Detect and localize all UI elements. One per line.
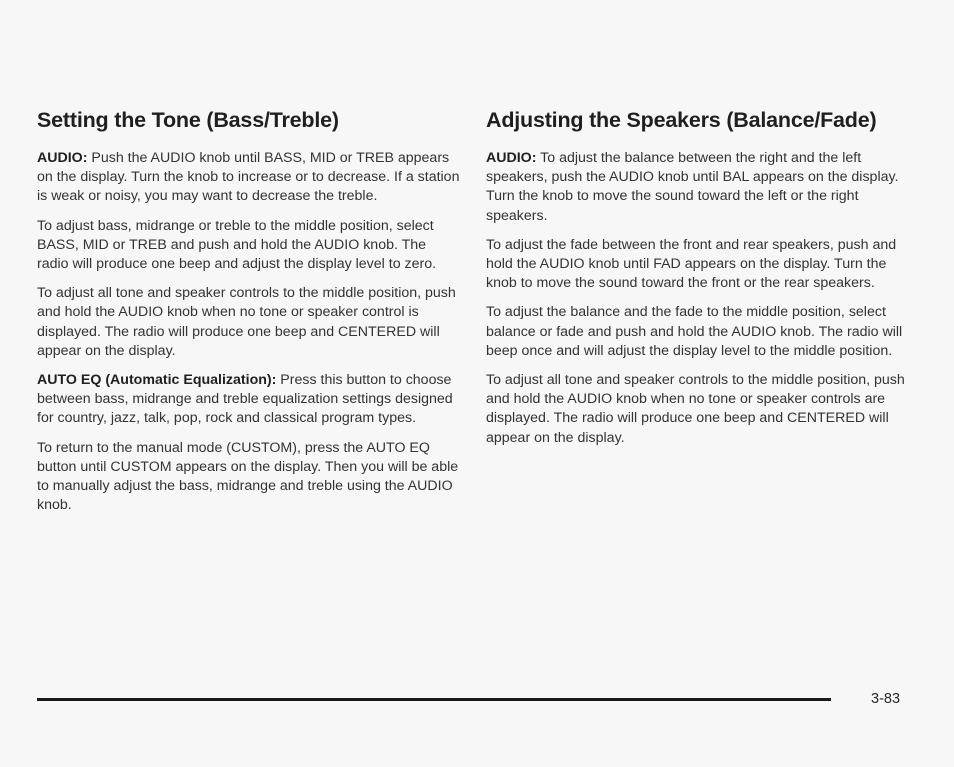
section-heading-tone: Setting the Tone (Bass/Treble) xyxy=(37,108,339,132)
paragraph-lead: AUDIO: xyxy=(37,150,88,166)
page-number: 3-83 xyxy=(871,691,901,707)
paragraph-text: To adjust the balance and the fade to the middle position, select balance or fade and push and hold the AUDIO knob. The radio will beep once and will adjust the display level to the middle position. xyxy=(486,304,903,359)
paragraph xyxy=(486,149,910,226)
section-heading-speakers: Adjusting the Speakers (Balance/Fade) xyxy=(486,108,877,132)
paragraph xyxy=(486,303,910,361)
paragraph-text: Press this button to choose between bass, midrange and treble equalization settings designed for country, jazz, talk, pop, rock and classical program types. xyxy=(37,372,453,427)
paragraph xyxy=(37,284,461,361)
paragraph-text: Push the AUDIO knob until BASS, MID or TREB appears on the display. Turn the knob to increase or to decrease. If a station is weak or noisy, you may want to decrease the treble. xyxy=(37,150,460,205)
paragraph-text: To adjust bass, midrange or treble to the middle position, select BASS, MID or TREB and push and hold the AUDIO knob. The radio will produce one beep and adjust the display level to zero. xyxy=(37,217,437,273)
paragraph xyxy=(37,149,461,207)
paragraph-lead: AUTO EQ (Automatic Equalization): xyxy=(37,372,277,389)
paragraph xyxy=(37,371,461,429)
paragraph-text: To return to the manual mode (CUSTOM), press the AUTO EQ button until CUSTOM appears on the display. Then you will be able to manually adjust the bass, midrange and treble using the AUDIO knob. xyxy=(37,439,459,514)
paragraph xyxy=(37,439,461,516)
paragraph xyxy=(486,371,910,448)
paragraph-text: To adjust all tone and speaker controls to the middle position, push and hold the AUDIO knob when no tone or speaker control is displayed. The radio will produce one beep and CENTERED will appear on the display. xyxy=(37,285,456,359)
paragraph xyxy=(486,236,910,294)
paragraph-lead: AUDIO: xyxy=(486,150,537,166)
left-column xyxy=(37,108,461,525)
right-column xyxy=(486,108,910,458)
paragraph-text: To adjust all tone and speaker controls to the middle position, push and hold the AUDIO knob when no tone or speaker controls are displayed. The radio will produce one beep and CENTERED will appear on the display. xyxy=(486,372,905,446)
footer-rule xyxy=(37,698,831,701)
paragraph-text: To adjust the fade between the front and rear speakers, push and hold the AUDIO knob until FAD appears on the display. Turn the knob to move the sound toward the front or the rear speakers. xyxy=(486,236,897,292)
paragraph xyxy=(37,217,461,275)
paragraph-text: To adjust the balance between the right and the left speakers, push the AUDIO knob until BAL appears on the display. Turn the knob to move the sound toward the left or the right speakers. xyxy=(486,150,899,224)
